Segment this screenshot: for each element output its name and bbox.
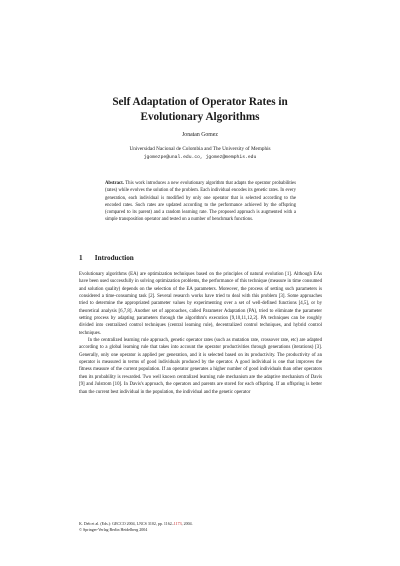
paper-title-line-1: Self Adaptation of Operator Rates in <box>112 96 288 108</box>
section-heading <box>79 254 319 262</box>
paper-title-line-2: Evolutionary Algorithms <box>140 110 260 123</box>
footer-citation-pre: K. Deb et al. (Eds.): GECCO 2004, LNCS 3102, pp. 1162– <box>79 521 174 526</box>
affiliation: Universidad Nacional de Colombia and The University of Memphis <box>129 146 271 152</box>
footer-citation-post: , 2004. <box>181 521 193 526</box>
abstract-label: Abstract. <box>105 181 124 186</box>
footer-page-end: 1173 <box>173 521 182 526</box>
abstract <box>105 180 296 224</box>
author-name: Jonatan Gomez <box>182 132 218 138</box>
affiliation-block <box>40 146 360 161</box>
footer-copyright: © Springer-Verlag Berlin Heidelberg 2004 <box>79 526 148 532</box>
page-footer <box>79 521 322 532</box>
section-title: Introduction <box>94 254 134 262</box>
section-number: 1 <box>79 254 83 262</box>
paragraph-1: Evolutionary algorithms (EA) are optimization techniques based on the principles of natural evolution [1]. Although EAs have been used successfully in solving optimization problems, the performance of this technique (measure in time consumed and solution quality) depends on the selection of the EA parameters. Moreover, the process of setting such parameters is considered a time-consuming task [2]. Several research works have tried to deal with this problem [3]. Some approaches tried to determine the appropriated parameter values by experimenting over a set of well-defined functions [4,5], or by theoretical analysis [6,7,8]. Another set of approaches, called Parameter Adaptation (PA), tried to eliminate the parameter setting process by adapting parameters through the algorithm's execution [9,10,11,12,2]. PA techniques can be roughly divided into centralized control techniques (central learning rule), decentralized control techniques, and hybrid control techniques. <box>79 272 322 336</box>
body-text <box>79 271 322 396</box>
paper-title <box>60 95 340 124</box>
paragraph-2: In the centralized learning rule approach, genetic operator rates (such as mutation rate, crossover rate, etc) are adapted according to a global learning rule that takes into account the operator productivities through generations (iterations) [3]. Generally, only one operator is applied per generation, and it is selected based on its productivity. The productivity of an operator is measured in terms of good individuals produced by the operator. A good individual is one that improves the fitness measure of the current population. If an operator generates a higher number of good individuals than other operators then its probability is rewarded. Two well known centralized learning rule mechanism are the adaptive mechanism of Davis [9] and Julstrom [10]. In Davis's approach, the operators and parents are stored for each offspring. If an offspring is better than the current best individual in the population, the individual and the genetic operator <box>79 338 322 395</box>
author-emails: jgomezpe@unal.edu.co, jgomez@memphis.edu <box>143 154 257 160</box>
abstract-text: This work introduces a new evolutionary algorithm that adapts the operator probabilities (rates) while evolves the solution of the problem. Each individual encodes its genetic rates. In every generation, each individual is modified by only one operator that is selected according to the encoded rates. Such rates are updated according to the performance achieved by the offspring (compared to its parent) and a random learning rate. The proposed approach is augmented with a simple transposition operator and tested on a number of benchmark functions. <box>105 181 296 223</box>
